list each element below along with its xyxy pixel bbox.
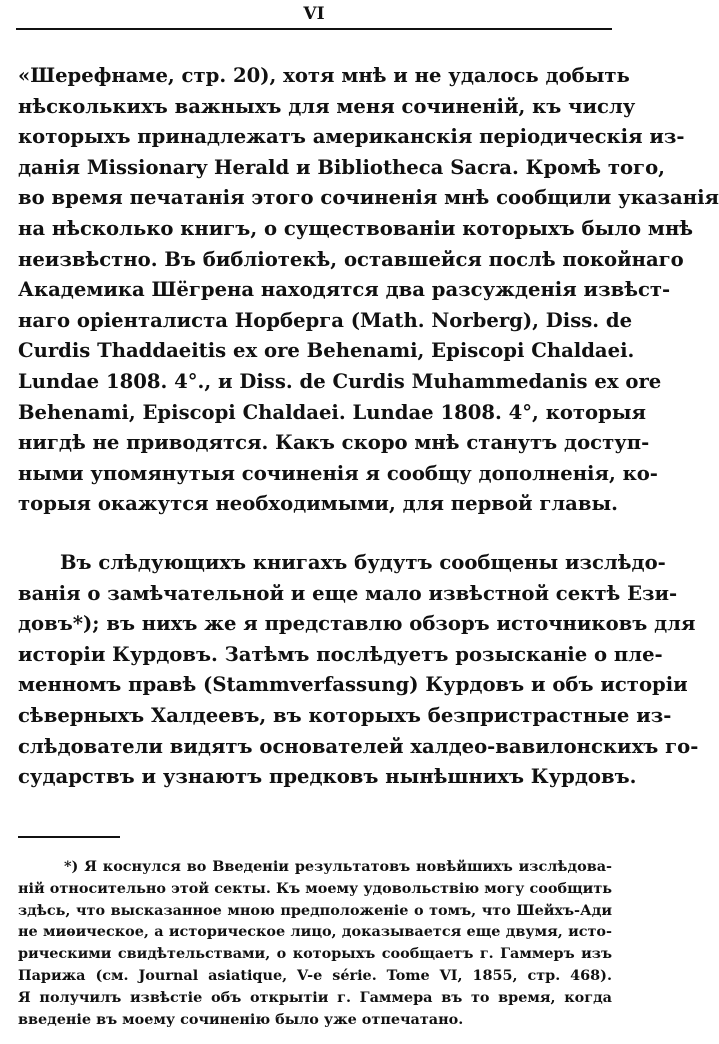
text-line: «Шерефнаме, стр. 20), хотя мнѣ и не удалось добыть xyxy=(18,64,630,87)
footnote-line: рическими свидѣтельствами, о которыхъ сообщаетъ г. Гаммеръ изъ xyxy=(18,945,612,963)
footnote-line: введеніе въ моему сочиненію было уже отпечатано. xyxy=(18,1010,464,1028)
text-line: неизвѣстно. Въ библіотекѣ, оставшейся послѣ покойнаго xyxy=(18,247,684,271)
text-line: нѣсколькихъ важныхъ для меня сочиненій, къ числу xyxy=(18,94,636,118)
footnote xyxy=(18,856,612,1030)
text-line: нигдѣ не приводятся. Какъ скоро мнѣ станутъ доступ- xyxy=(18,431,650,455)
footnote-line: Я получилъ извѣстіе объ открытіи г. Гаммера въ то время, когда xyxy=(18,988,612,1006)
text-line: Въ слѣдующихъ книгахъ будутъ сообщены изслѣдо- xyxy=(60,551,666,574)
text-line: ванія о замѣчательной и еще мало извѣстной сектѣ Ези- xyxy=(18,581,678,605)
text-line: данія Missionary Herald и Bibliotheca Sacra. Кромѣ того, xyxy=(18,155,665,179)
text-line: которыхъ принадлежатъ американскія періодическія из- xyxy=(18,125,685,149)
text-line: менномъ правѣ (Stammverfassung) Курдовъ и объ исторіи xyxy=(18,673,688,697)
text-line: сѣверныхъ Халдеевъ, въ которыхъ безпристрастные из- xyxy=(18,703,672,727)
paragraph-1 xyxy=(18,61,719,520)
text-line: наго оріенталиста Норберга (Math. Norberg), Diss. de xyxy=(18,308,633,332)
text-line: на нѣсколько книгъ, о существованіи которыхъ было мнѣ xyxy=(18,216,694,240)
text-line: довъ*); въ нихъ же я представлю обзоръ источниковъ для xyxy=(18,612,696,636)
text-line: торыя окажутся необходимыми, для первой главы. xyxy=(18,492,618,516)
paragraph-2 xyxy=(18,548,699,793)
text-line: Академика Шёгрена находятся два разсужденія извѣст- xyxy=(18,278,671,302)
text-line: Curdis Thaddaeitis ex ore Behenami, Episcopi Chaldaei. xyxy=(18,339,635,363)
text-line: исторіи Курдовъ. Затѣмъ послѣдуетъ розысканіе о пле- xyxy=(18,642,663,666)
text-line: во время печатанія этого сочиненія мнѣ сообщили указанія xyxy=(18,186,719,210)
footnote-line: здѣсь, что высказанное мною предположеніе о томъ, что Шейхъ-Ади xyxy=(18,901,612,919)
footnote-line: Парижа (см. Journal asiatique, V-e série. Tome VI, 1855, стр. 468). xyxy=(18,966,612,984)
page-number: VI xyxy=(303,4,325,24)
text-line: слѣдователи видятъ основателей халдео-вавилонскихъ го- xyxy=(18,734,699,758)
footnote-separator xyxy=(18,836,120,838)
text-line: Behenami, Episcopi Chaldaei. Lundae 1808. 4°, которыя xyxy=(18,400,646,424)
footnote-line: не миѳическое, а историческое лицо, доказывается еще двумя, исто- xyxy=(18,923,612,941)
text-line: ными упомянутыя сочиненія я сообщу дополненія, ко- xyxy=(18,461,658,485)
footnote-line: ній относительно этой секты. Къ моему удовольствію могу сообщить xyxy=(18,879,612,897)
header-rule xyxy=(16,28,612,30)
text-line: Lundae 1808. 4°., и Diss. de Curdis Muhammedanis ex ore xyxy=(18,369,662,393)
text-line: сударствъ и узнаютъ предковъ нынѣшнихъ Курдовъ. xyxy=(18,765,637,789)
footnote-line: *) Я коснулся во Введеніи результатовъ новѣйшихъ изслѣдова- xyxy=(64,858,612,875)
